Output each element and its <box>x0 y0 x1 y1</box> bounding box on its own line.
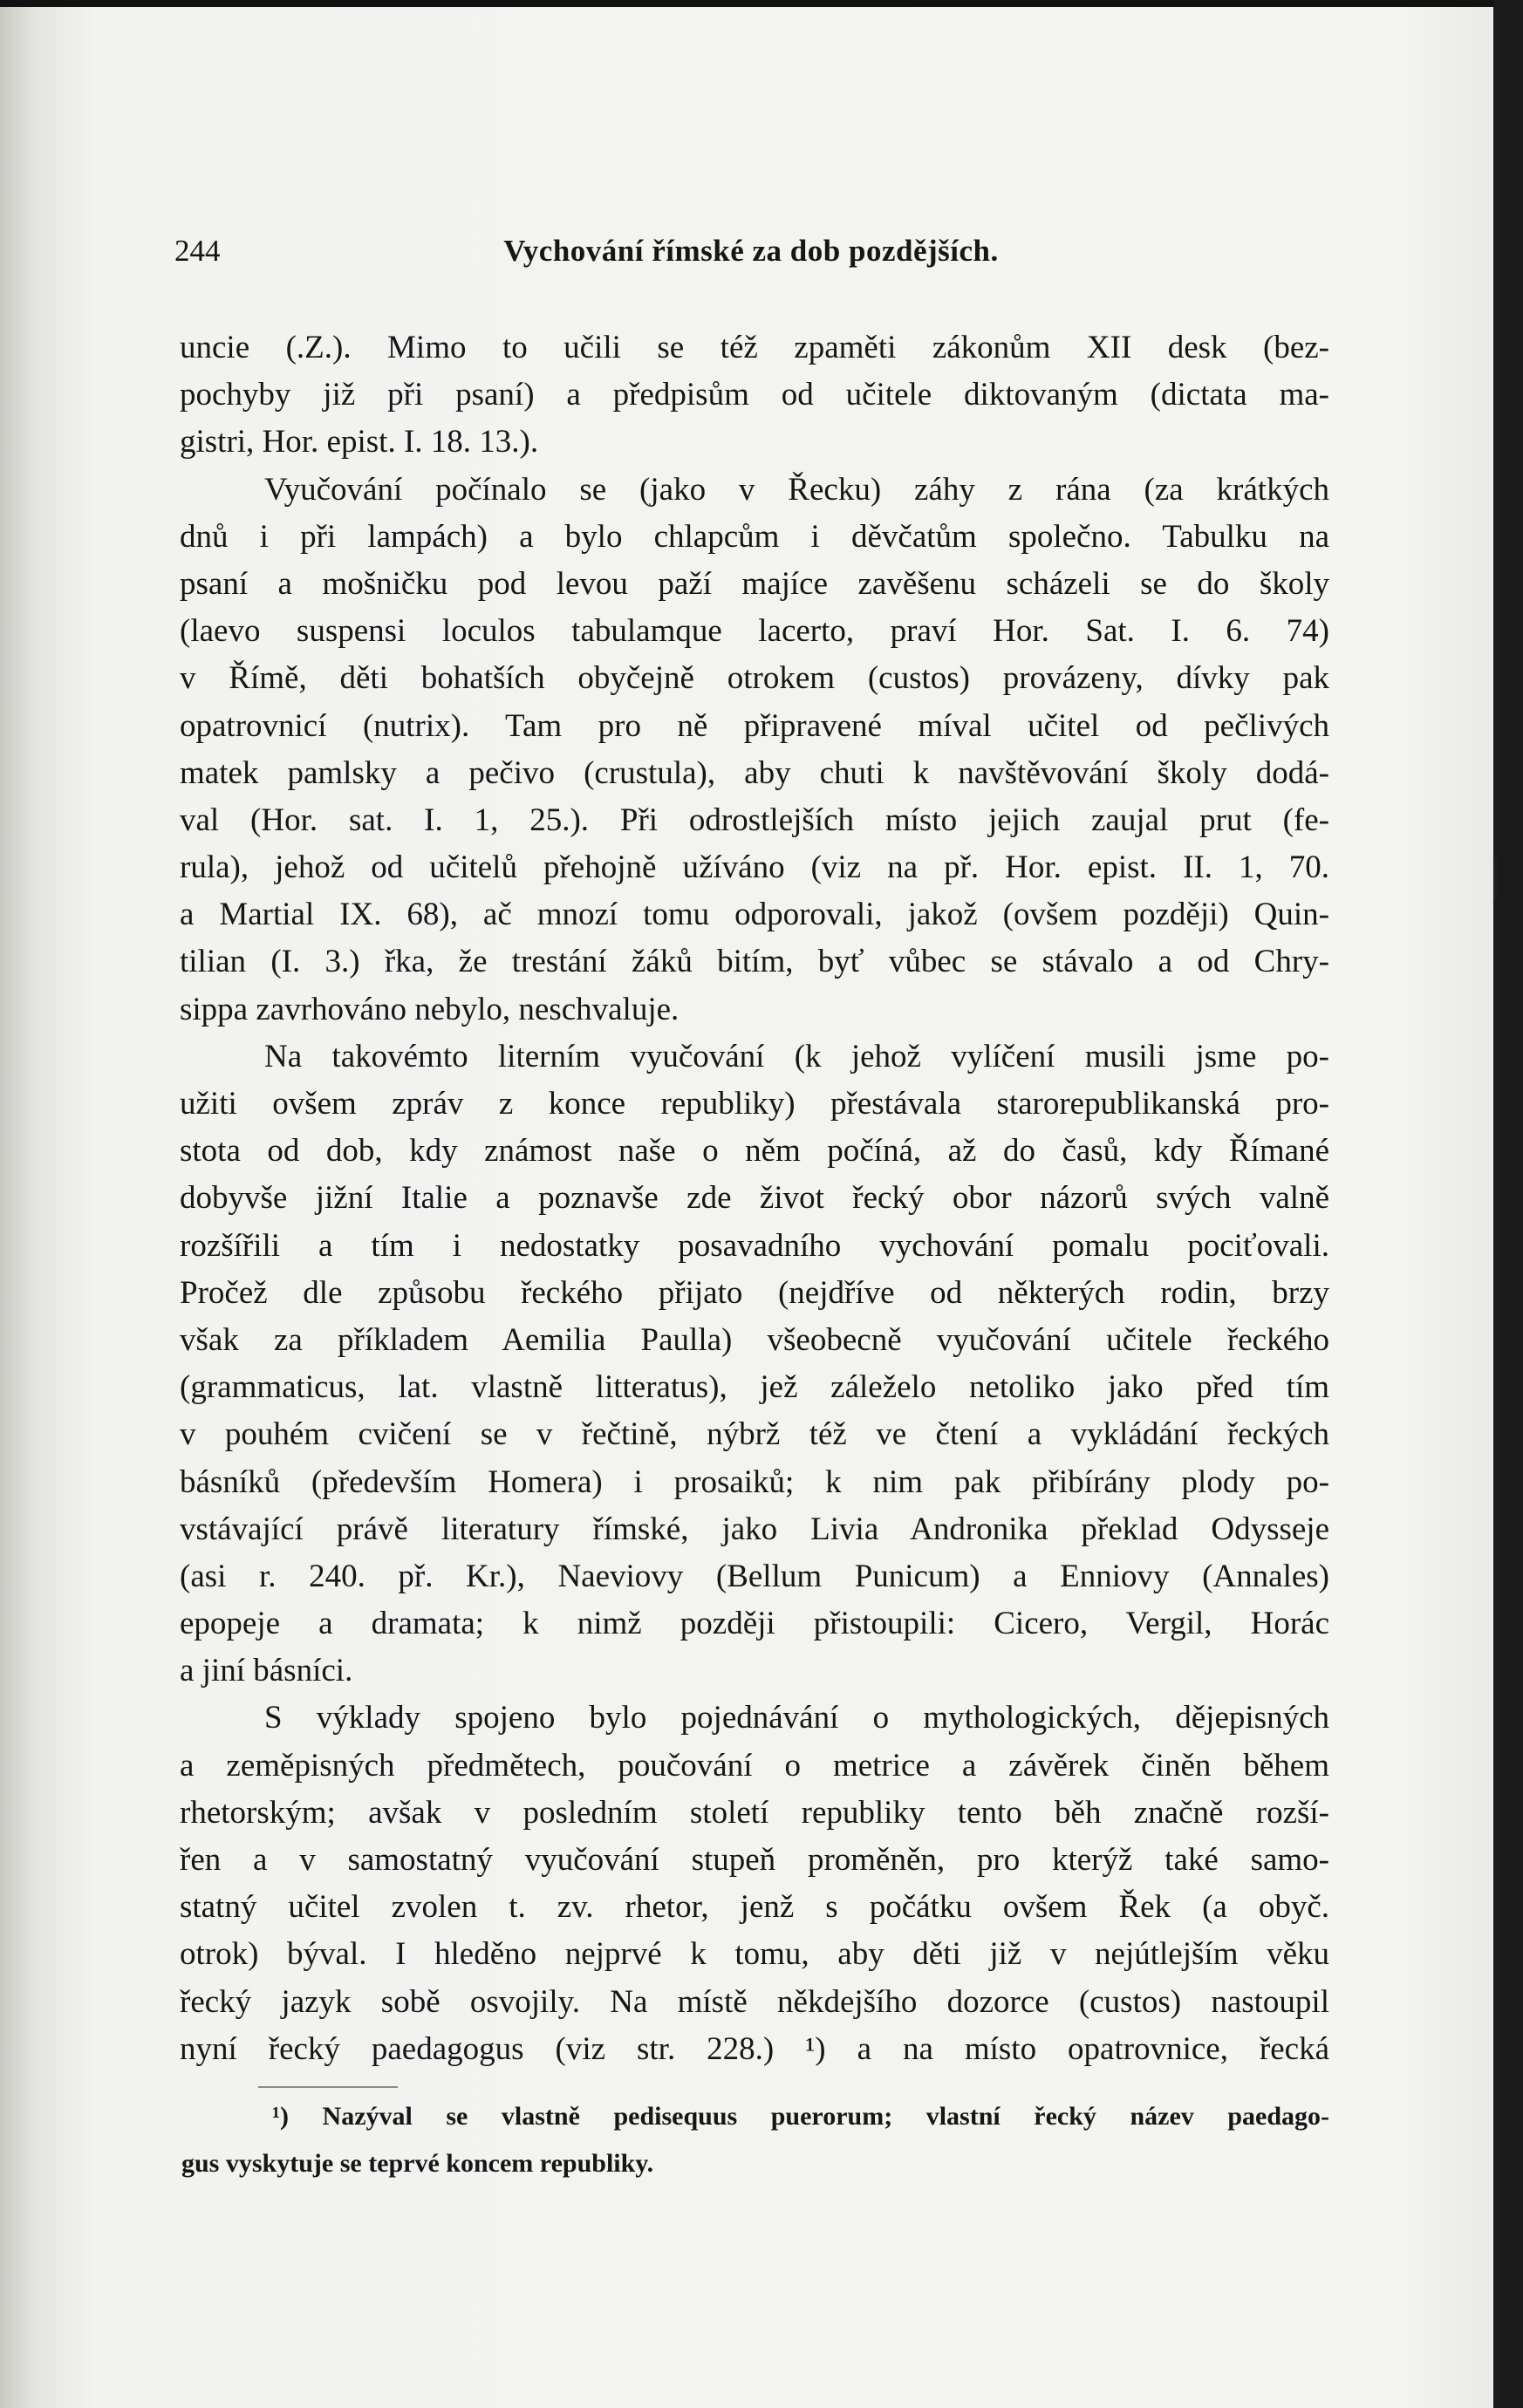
text-line: však za příkladem Aemilia Paulla) všeobecně vyučování učitele řeckého <box>180 1321 1329 1358</box>
text-line: v Římě, děti bohatších obyčejně otrokem (custos) provázeny, dívky pak <box>180 660 1329 697</box>
text-line: Pročež dle způsobu řeckého přijato (nejdříve od některých rodin, brzy <box>180 1274 1329 1311</box>
text-line: val (Hor. sat. I. 1, 25.). Při odrostlejších místo jejich zaujal prut (fe- <box>180 802 1329 838</box>
footnote-line: ¹) Nazýval se vlastně pedisequus puerorum; vlastní řecký název paedago- <box>272 2102 1329 2131</box>
text-line: (grammaticus, lat. vlastně litteratus), jež záleželo netoliko jako před tím <box>180 1369 1329 1406</box>
footnotes <box>181 2093 1329 2187</box>
page-number: 244 <box>174 234 221 268</box>
text-line: rhetorským; avšak v posledním století republiky tento běh značně rozší- <box>180 1794 1329 1831</box>
text-line: statný učitel zvolen t. zv. rhetor, jenž s počátku ovšem Řek (a obyč. <box>180 1889 1329 1926</box>
text-line: tilian (I. 3.) řka, že trestání žáků bitím, byť vůbec se stávalo a od Chry- <box>180 944 1329 980</box>
text-line: sippa zavrhováno nebylo, neschvaluje. <box>180 991 680 1027</box>
text-line: a Martial IX. 68), ač mnozí tomu odporovali, jakož (ovšem později) Quin- <box>180 897 1329 933</box>
text-line: matek pamlsky a pečivo (crustula), aby chuti k navštěvování školy dodá- <box>180 754 1329 791</box>
text-line: (laevo suspensi loculos tabulamque lacerto, praví Hor. Sat. I. 6. 74) <box>180 613 1329 650</box>
text-line: a zeměpisných předmětech, poučování o metrice a závěrek činěn během <box>180 1747 1329 1784</box>
text-line: dnů i při lampách) a bylo chlapcům i děvčatům společno. Tabulku na <box>180 518 1329 555</box>
text-line: rozšířili a tím i nedostatky posavadního vychování pomalu pociťovali. <box>180 1227 1329 1264</box>
text-line: řecký jazyk sobě osvojily. Na místě někdejšího dozorce (custos) nastoupil <box>180 1983 1329 2020</box>
running-head <box>171 234 1331 277</box>
text-line: vstávající právě literatury římské, jako Livia Andronika překlad Odysseje <box>180 1511 1329 1547</box>
scan-edge-top <box>0 0 1523 7</box>
text-line: (asi r. 240. př. Kr.), Naeviovy (Bellum Punicum) a Enniovy (Annales) <box>180 1558 1329 1594</box>
book-page <box>0 7 1493 2408</box>
text-line: v pouhém cvičení se v řečtině, nýbrž též ve čtení a vykládání řeckých <box>180 1416 1329 1453</box>
text-line: nyní řecký paedagogus (viz str. 228.) ¹) a na místo opatrovnice, řecká <box>180 2030 1329 2067</box>
text-line: užiti ovšem zpráv z konce republiky) přestávala starorepublikanská pro- <box>180 1086 1329 1122</box>
text-line: rula), jehož od učitelů přehojně užíváno (viz na př. Hor. epist. II. 1, 70. <box>180 849 1329 886</box>
scan-edge-right <box>1493 0 1523 2408</box>
running-title: Vychování římské za dob pozdějších. <box>503 234 999 268</box>
text-line: stota od dob, kdy známost naše o něm počíná, až do časů, kdy Římané <box>180 1133 1329 1170</box>
text-line: uncie (.Z.). Mimo to učili se též zpaměti zákonům XII desk (bez- <box>180 330 1329 365</box>
text-line: dobyvše jižní Italie a poznavše zde život řecký obor názorů svých valně <box>180 1180 1329 1217</box>
text-line: a jiní básníci. <box>180 1653 353 1689</box>
paragraph-start-line: Na takovémto literním vyučování (k jehož vylíčení musili jsme po- <box>264 1038 1329 1074</box>
text-line: psaní a mošničku pod levou paží majíce zavěšenu scházeli se do školy <box>180 565 1329 602</box>
text-line: gistri, Hor. epist. I. 18. 13.). <box>180 424 539 460</box>
text-line: otrok) býval. I hleděno nejprvé k tomu, aby děti již v nejútlejším věku <box>180 1936 1329 1973</box>
text-line: opatrovnicí (nutrix). Tam pro ně připravené míval učitel od pečlivých <box>180 707 1329 744</box>
footnote-rule <box>258 2086 398 2088</box>
text-line: epopeje a dramata; k nimž později přistoupili: Cicero, Vergil, Horác <box>180 1606 1329 1642</box>
paragraph-start-line: S výklady spojeno bylo pojednávání o mythologických, dějepisných <box>264 1700 1329 1736</box>
text-line: pochyby již při psaní) a předpisům od učitele diktovaným (dictata ma- <box>180 377 1329 413</box>
text-line: básníků (především Homera) i prosaiků; k nim pak přibírány plody po- <box>180 1463 1329 1500</box>
text-line: řen a v samostatný vyučování stupeň proměněn, pro kterýž také samo- <box>180 1842 1329 1878</box>
footnote-line: gus vyskytuje se teprvé koncem republiky. <box>181 2149 654 2178</box>
paragraph-start-line: Vyučování počínalo se (jako v Řecku) záhy z rána (za krátkých <box>264 471 1329 508</box>
body-text <box>180 324 1329 2073</box>
